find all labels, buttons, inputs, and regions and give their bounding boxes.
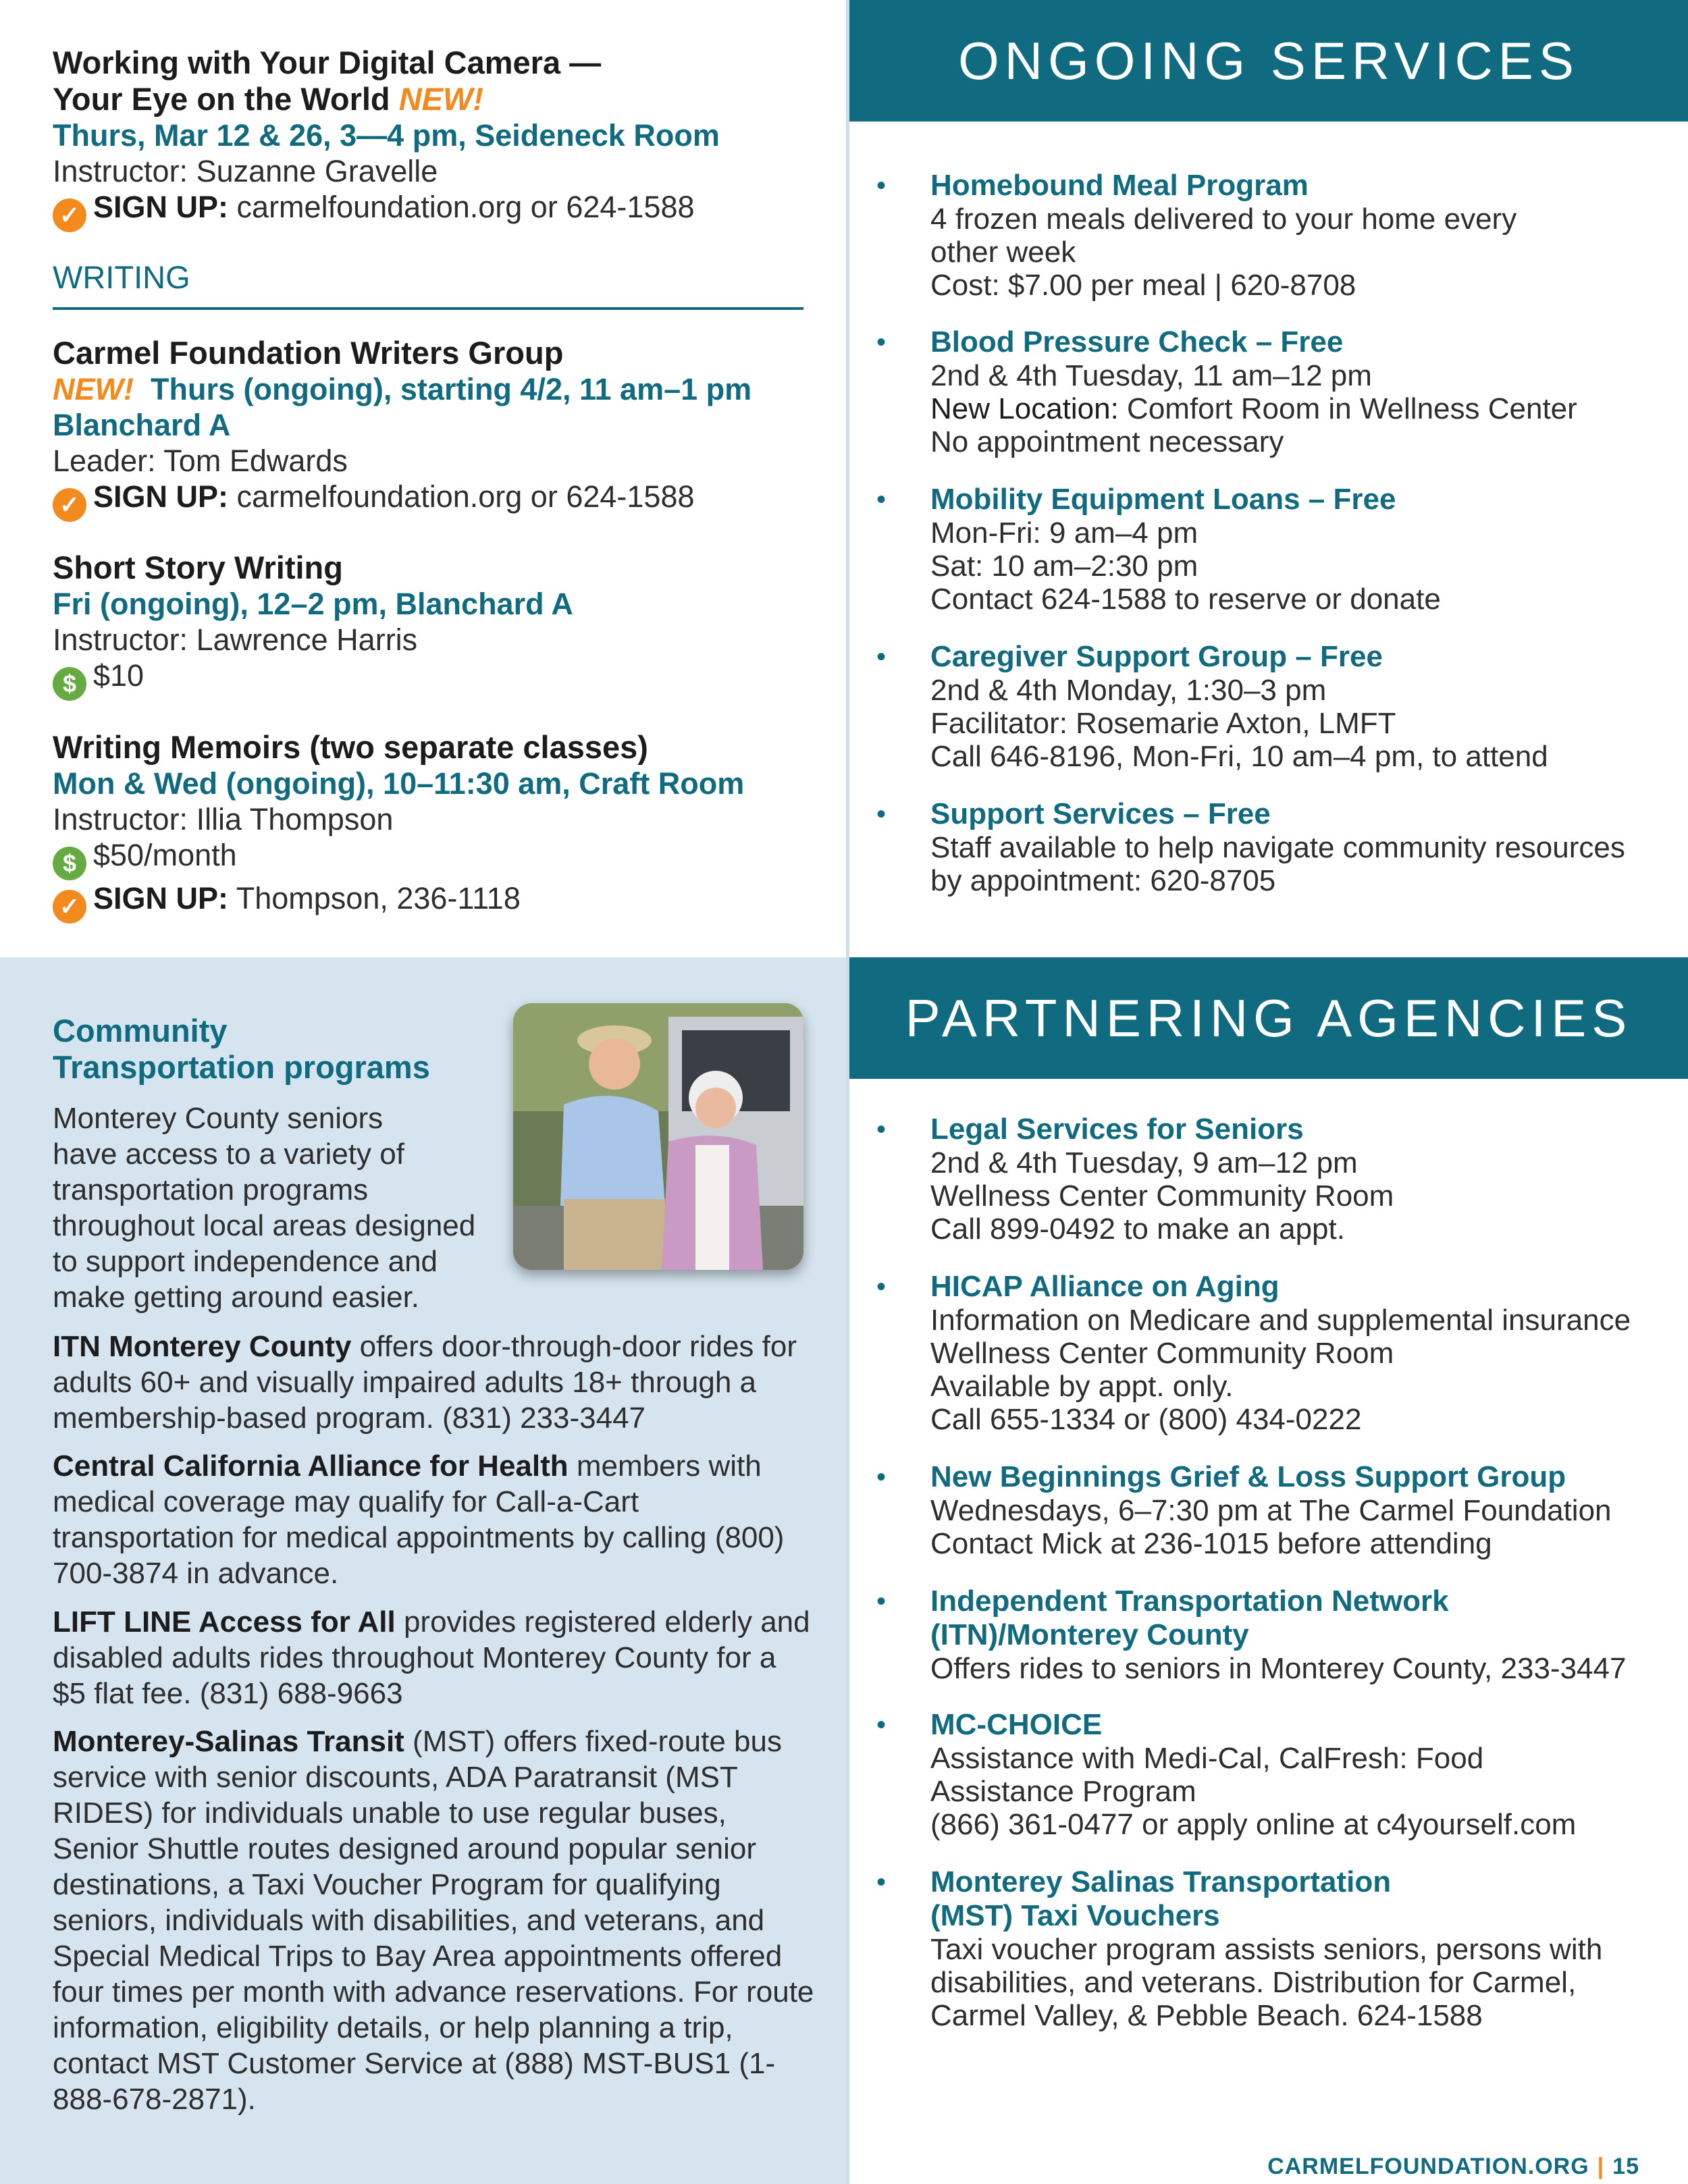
bullet-icon: • [876,1867,887,1897]
bullet-icon: • [876,327,887,357]
agency-detail: disabilities, and veterans. Distribution for Carmel, [930,1966,1577,1999]
signup-line: ✓ SIGN UP: carmelfoundation.org or 624-1588 [53,479,809,522]
class-title-line2: Your Eye on the World NEW! [53,81,484,117]
service-detail: 2nd & 4th Monday, 1:30–3 pm [930,674,1327,707]
service-item [876,797,1673,897]
service-title: Mobility Equipment Loans – Free [930,483,1396,516]
service-detail: Call 646-8196, Mon-Fri, 10 am–4 pm, to attend [930,740,1548,773]
new-tag: NEW! [53,372,134,406]
transport-intro: Monterey County seniors have access to a variety of transportation programs throughout local areas designed to support independence and make getting around easier. [53,1102,476,1314]
agency-detail: Offers rides to seniors in Monterey County, 233-3447 [930,1652,1627,1685]
agency-title: Legal Services for Seniors [930,1113,1304,1146]
class-location: Blanchard A [53,408,231,442]
class-title: Carmel Foundation Writers Group [53,335,564,371]
agency-detail: Available by appt. only. [930,1370,1234,1403]
agency-title: MC-CHOICE [930,1708,1103,1741]
dollar-icon: $ [53,847,86,880]
signup-link[interactable]: carmelfoundation.org or 624-1588 [236,190,695,224]
agency-title-line2: (MST) Taxi Vouchers [930,1899,1220,1932]
section-title-writing: WRITING [53,259,190,295]
bullet-icon: • [876,1115,887,1144]
class-schedule: NEW! Thurs (ongoing), starting 4/2, 11 am–1 pm [53,372,752,406]
agency-detail: Wednesdays, 6–7:30 pm at The Carmel Foundation [930,1494,1612,1527]
short-story-class [53,550,809,701]
agency-detail: 2nd & 4th Tuesday, 9 am–12 pm [930,1146,1358,1179]
page-footer [1267,2154,1639,2180]
service-title: Homebound Meal Program [930,169,1309,202]
agency-item [876,1113,1673,1246]
agency-title: Monterey Salinas Transportation [930,1865,1392,1898]
class-title: Working with Your Digital Camera — [53,45,602,80]
checkmark-icon: ✓ [53,198,86,232]
signup-line: ✓ SIGN UP: carmelfoundation.org or 624-1588 [53,189,809,232]
agency-detail: Assistance Program [930,1775,1196,1808]
agency-title: New Beginnings Grief & Loss Support Group [930,1460,1566,1493]
service-detail: Sat: 10 am–2:30 pm [930,550,1198,583]
bullet-icon: • [876,799,887,829]
service-item [876,169,1673,302]
agency-title-line2: (ITN)/Monterey County [930,1618,1249,1651]
signup-link[interactable]: carmelfoundation.org or 624-1588 [236,479,695,514]
writers-group-class [53,335,809,522]
memoirs-class [53,729,809,924]
agency-title: HICAP Alliance on Aging [930,1270,1280,1303]
service-item [876,640,1673,773]
agency-detail: Information on Medicare and supplemental insurance [930,1304,1631,1337]
service-detail: 2nd & 4th Tuesday, 11 am–12 pm [930,359,1372,392]
ongoing-services-banner: ONGOING SERVICES [849,0,1688,122]
lift-line-paragraph: LIFT LINE Access for All provides registered elderly and disabled adults rides throughout Monterey County for a $5 flat fee. (831) 688-9663 [53,1605,810,1710]
service-detail: No appointment necessary [930,425,1284,458]
service-detail: 4 frozen meals delivered to your home every [930,203,1517,236]
service-detail: Facilitator: Rosemarie Axton, LMFT [930,707,1396,740]
service-detail: Cost: $7.00 per meal | 620-8708 [930,269,1356,302]
bullet-icon: • [876,171,887,201]
partnering-agencies-list [849,957,1688,2184]
new-tag: NEW! [398,81,484,117]
agency-detail: Wellness Center Community Room [930,1337,1394,1370]
digital-camera-class [53,45,809,232]
section-rule [53,307,803,310]
signup-line: ✓ SIGN UP: Thompson, 236-1118 [53,880,809,924]
agency-item [876,1270,1673,1436]
checkmark-icon: ✓ [53,488,86,522]
agency-detail: Taxi voucher program assists seniors, persons with [930,1933,1603,1966]
partnering-agencies-banner: PARTNERING AGENCIES [849,957,1688,1079]
class-title: Short Story Writing [53,550,343,585]
class-schedule: Fri (ongoing), 12–2 pm, Blanchard A [53,587,573,621]
class-schedule: Thurs, Mar 12 & 26, 3—4 pm, Seideneck Room [53,118,720,153]
bullet-icon: • [876,485,887,514]
itn-paragraph: ITN Monterey County offers door-through-door rides for adults 60+ and visually impaired adults 18+ through a membership-based program. (831) 233-3447 [53,1330,797,1435]
agency-detail: Carmel Valley, & Pebble Beach. 624-1588 [930,1999,1483,2032]
signup-link[interactable]: Thompson, 236-1118 [236,881,521,915]
dollar-icon: $ [53,667,86,701]
service-item [876,325,1673,458]
class-instructor: Instructor: Suzanne Gravelle [53,154,438,188]
class-schedule: Mon & Wed (ongoing), 10–11:30 am, Craft Room [53,766,745,801]
checkmark-icon: ✓ [53,890,86,924]
service-title: Blood Pressure Check – Free [930,325,1344,358]
service-item [876,483,1673,616]
bullet-icon: • [876,1272,887,1302]
service-title: Caregiver Support Group – Free [930,640,1383,673]
agency-detail: (866) 361-0477 or apply online at c4yourself.com [930,1808,1577,1841]
ccah-paragraph: Central California Alliance for Health members with medical coverage may qualify for Call-a-Cart transportation for medical appointments by calling (800) 700-3874 in advance. [53,1449,785,1590]
bullet-icon: • [876,642,887,672]
class-title: Writing Memoirs (two separate classes) [53,729,648,765]
service-detail: Mon-Fri: 9 am–4 pm [930,516,1198,550]
service-title: Support Services – Free [930,797,1271,830]
page-number: 15 [1612,2154,1639,2179]
agency-title: Independent Transportation Network [930,1584,1449,1618]
ongoing-services-list [849,0,1688,957]
service-detail: by appointment: 620-8705 [930,864,1276,897]
agency-detail: Assistance with Medi-Cal, CalFresh: Food [930,1742,1484,1775]
bullet-icon: • [876,1462,887,1492]
agency-item [876,1708,1673,1841]
agency-item [876,1460,1673,1560]
transportation-title: Community Transportation programs [53,1013,430,1085]
class-instructor: Instructor: Illia Thompson [53,802,394,836]
service-detail: Staff available to help navigate community resources [930,831,1625,864]
seniors-photo [513,1003,803,1270]
footer-site-link[interactable]: CARMELFOUNDATION.ORG [1267,2154,1589,2179]
class-instructor: Instructor: Lawrence Harris [53,622,418,657]
agency-detail: Call 899-0492 to make an appt. [930,1213,1345,1246]
service-detail: other week [930,236,1076,269]
footer-divider: | [1597,2154,1605,2179]
bullet-icon: • [876,1587,887,1616]
agency-item [876,1584,1673,1685]
agency-item [876,1865,1673,2032]
service-detail: New Location: Comfort Room in Wellness Center [930,392,1577,425]
agency-detail: Call 655-1334 or (800) 434-0222 [930,1403,1362,1436]
agency-detail: Contact Mick at 236-1015 before attending [930,1527,1492,1560]
mst-paragraph: Monterey-Salinas Transit (MST) offers fixed-route bus service with senior discounts, ADA Paratransit (MST RIDES) for individuals unable to use regular buses, Senior Shuttle routes designed around popular senior destinations, a Taxi Voucher Program for qualifying seniors, individuals with disabilities, and veterans, and Special Medical Trips to Bay Area appointments offered four times per month with advance reservations. For route information, eligibility details, or help planning a trip, contact MST Customer Service at (888) MST-BUS1 (1-888-678-2871). [53,1725,814,2116]
price-line: $ $10 [53,658,809,701]
class-leader: Leader: Tom Edwards [53,444,348,478]
price-line: $ $50/month [53,837,809,880]
agency-detail: Wellness Center Community Room [930,1179,1394,1213]
service-detail: Contact 624-1588 to reserve or donate [930,583,1441,616]
bullet-icon: • [876,1710,887,1740]
